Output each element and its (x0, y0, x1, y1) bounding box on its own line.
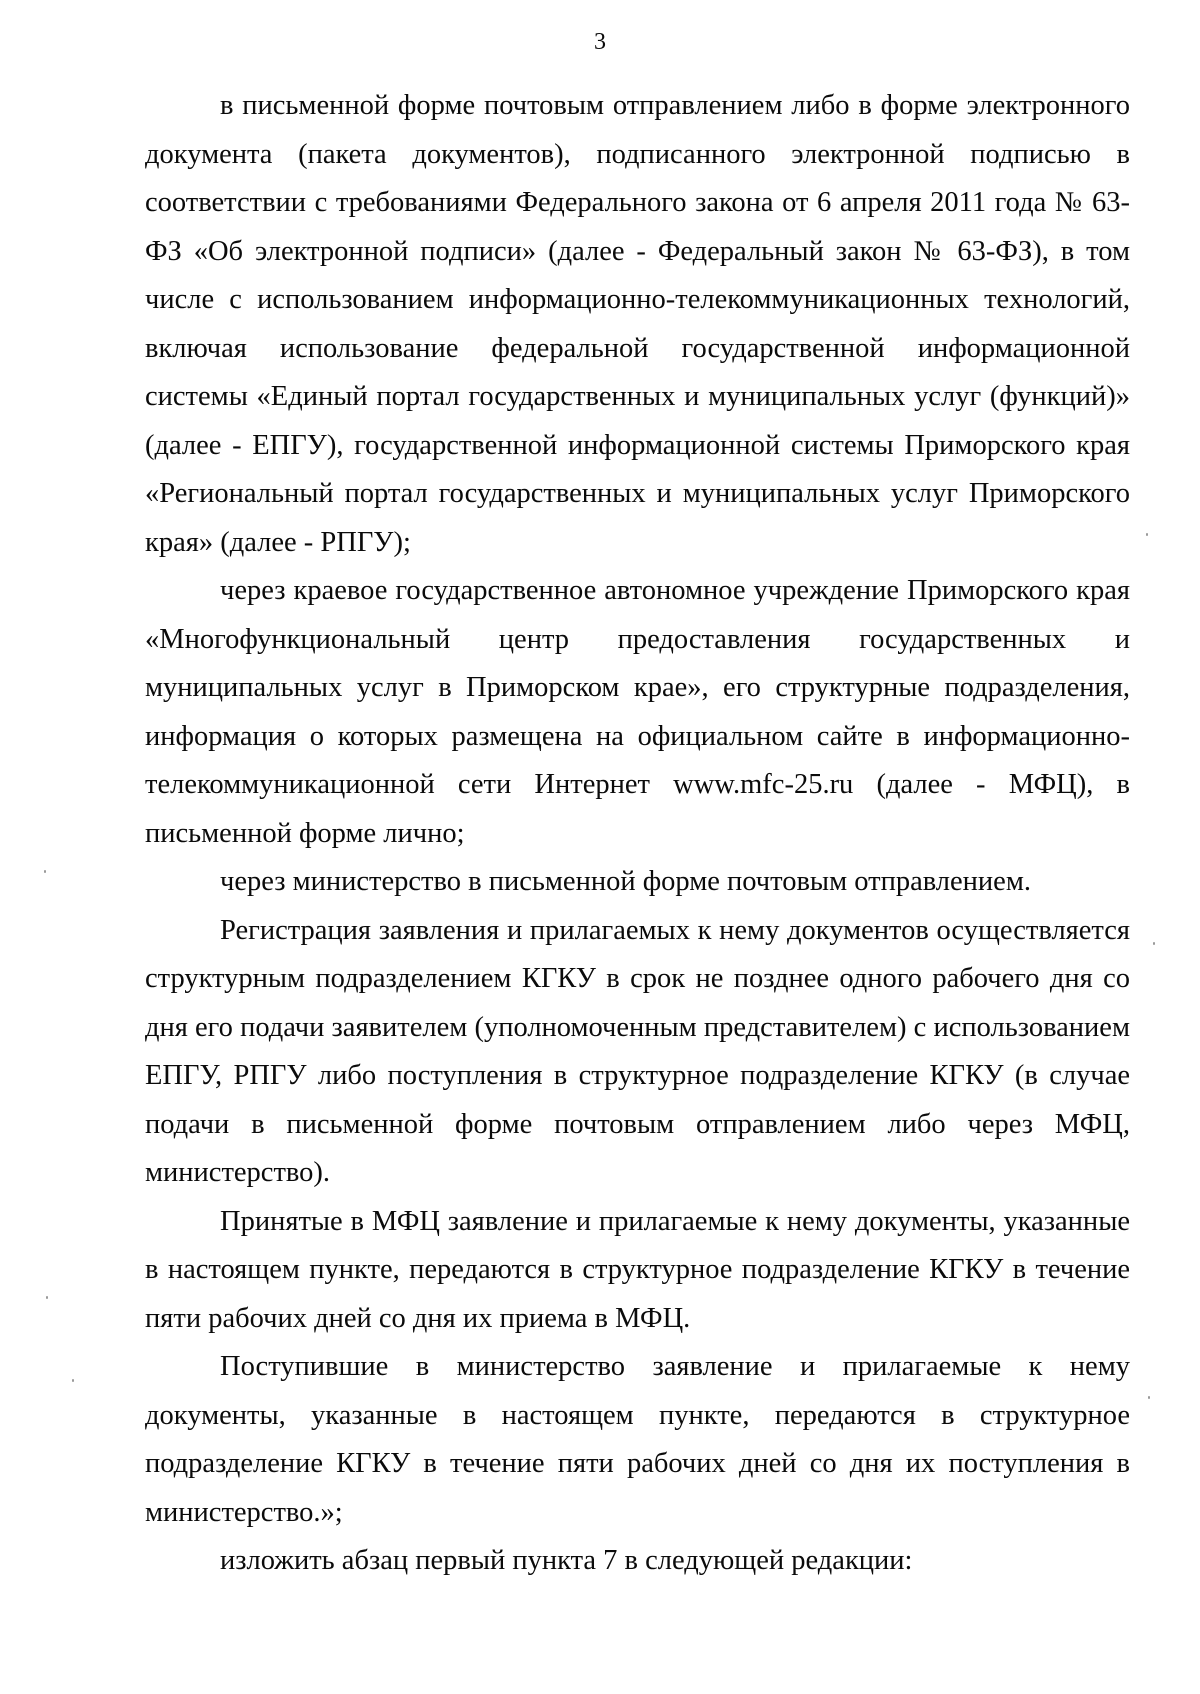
scan-speck (44, 870, 46, 873)
paragraph-mfc-transfer: Принятые в МФЦ заявление и прилагаемые к нему документы, указанные в настоящем пункте, передаются в структурное подразделение КГКУ в течение пяти рабочих дней со дня их приема в МФЦ. (145, 1205, 1130, 1334)
paragraph-submission-ministry: через министерство в письменной форме почтовым отправлением. (220, 866, 1031, 897)
page-number: 3 (594, 29, 606, 55)
scan-speck (72, 1379, 74, 1382)
scan-speck (46, 1296, 48, 1299)
paragraph-submission-mail-electronic: в письменной форме почтовым отправлением либо в форме электронного документа (пакета документов), подписанного электронной подписью в соответствии с требованиями Федерального закона от 6 апреля 2011 года № 63-ФЗ «Об электронной подписи» (далее - Федеральный закон № 63-ФЗ), в том числе с использованием информационно-телекоммуникационных технологий, включая использование федеральной государственной информационной системы «Единый портал государственных и муниципальных услуг (функций)» (далее - ЕПГУ), государственной информационной системы Приморского края «Региональный портал государственных и муниципальных услуг Приморского края» (далее - РПГУ); (145, 90, 1130, 558)
scan-speck (1148, 1396, 1150, 1399)
document-body (145, 82, 1130, 1586)
paragraph-submission-mfc: через краевое государственное автономное учреждение Приморского края «Многофункциональный центр предоставления государственных и муниципальных услуг в Приморском крае», его структурные подразделения, информация о которых размещена на официальном сайте в информационно-телекоммуникационной сети Интернет www.mfc-25.ru (далее - МФЦ), в письменной форме лично; (145, 575, 1130, 849)
paragraph-amendment-item-7: изложить абзац первый пункта 7 в следующей редакции: (220, 1545, 913, 1576)
scan-speck (1153, 942, 1155, 945)
paragraph-registration: Регистрация заявления и прилагаемых к нему документов осуществляется структурным подразделением КГКУ в срок не позднее одного рабочего дня со дня его подачи заявителем (уполномоченным представителем) с использованием ЕПГУ, РПГУ либо поступления в структурное подразделение КГКУ (в случае подачи в письменной форме почтовым отправлением либо через МФЦ, министерство). (145, 914, 1130, 1188)
scan-speck (1146, 533, 1148, 536)
paragraph-ministry-transfer: Поступившие в министерство заявление и прилагаемые к нему документы, указанные в настоящем пункте, передаются в структурное подразделение КГКУ в течение пяти рабочих дней со дня их поступления в министерство.»; (145, 1351, 1130, 1528)
